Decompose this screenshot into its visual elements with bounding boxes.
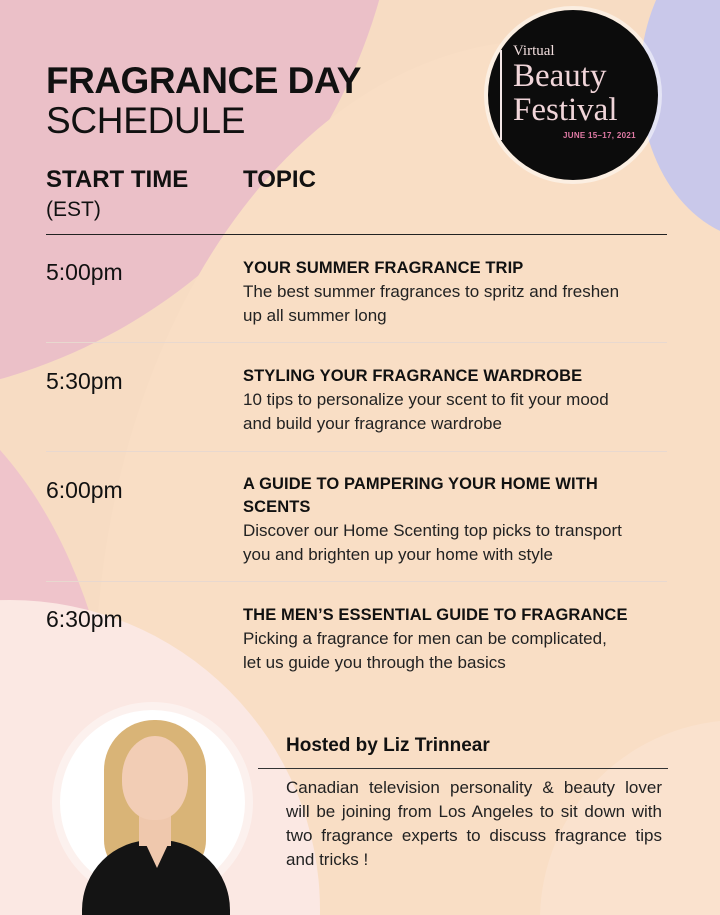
session-description: and build your fragrance wardrobe: [243, 414, 502, 433]
session-time: 5:00pm: [46, 259, 123, 285]
session-title: A GUIDE TO PAMPERING YOUR HOME WITH: [243, 475, 598, 493]
header-timezone: (EST): [46, 198, 101, 221]
session-title: YOUR SUMMER FRAGRANCE TRIP: [243, 259, 524, 277]
logo-beauty: Beauty: [513, 58, 607, 94]
photo-face: [122, 736, 188, 820]
session-description: 10 tips to personalize your scent to fit your mood: [243, 390, 609, 409]
header-divider: [46, 234, 667, 235]
header-topic: TOPIC: [243, 166, 316, 193]
session-description: The best summer fragrances to spritz and freshen: [243, 282, 620, 301]
header-start-time: START TIME: [46, 166, 189, 193]
session-title: SCENTS: [243, 498, 311, 516]
host-title: Hosted by Liz Trinnear: [286, 735, 490, 756]
festival-logo: [488, 10, 658, 180]
session-time: 6:00pm: [46, 477, 123, 503]
row-divider: [46, 581, 667, 582]
session-time: 6:30pm: [46, 606, 123, 632]
host-description: Canadian television personality & beauty lover will be joining from Los Angeles to sit down with two fragrance experts to discuss fragrance tips and tricks !: [286, 778, 662, 869]
session-description: up all summer long: [243, 306, 387, 325]
logo-dates: JUNE 15–17, 2021: [563, 131, 636, 140]
logo-virtual: Virtual: [513, 43, 555, 59]
logo-divider: [500, 50, 502, 140]
row-divider: [46, 342, 667, 343]
photo-neckline: [143, 838, 171, 868]
session-time: 5:30pm: [46, 368, 123, 394]
session-description: Picking a fragrance for men can be complicated,: [243, 629, 607, 648]
row-divider: [46, 451, 667, 452]
logo-festival: Festival: [513, 92, 618, 128]
session-description: you and brighten up your home with style: [243, 545, 553, 564]
session-description: Discover our Home Scenting top picks to transport: [243, 521, 622, 540]
host-divider: [258, 768, 668, 769]
session-title: THE MEN’S ESSENTIAL GUIDE TO FRAGRANCE: [243, 606, 628, 624]
page-title-line1: FRAGRANCE DAY: [46, 60, 361, 101]
page-title-line2: SCHEDULE: [46, 100, 246, 141]
host-photo: [46, 700, 266, 915]
session-title: STYLING YOUR FRAGRANCE WARDROBE: [243, 367, 583, 385]
session-description: let us guide you through the basics: [243, 653, 506, 672]
